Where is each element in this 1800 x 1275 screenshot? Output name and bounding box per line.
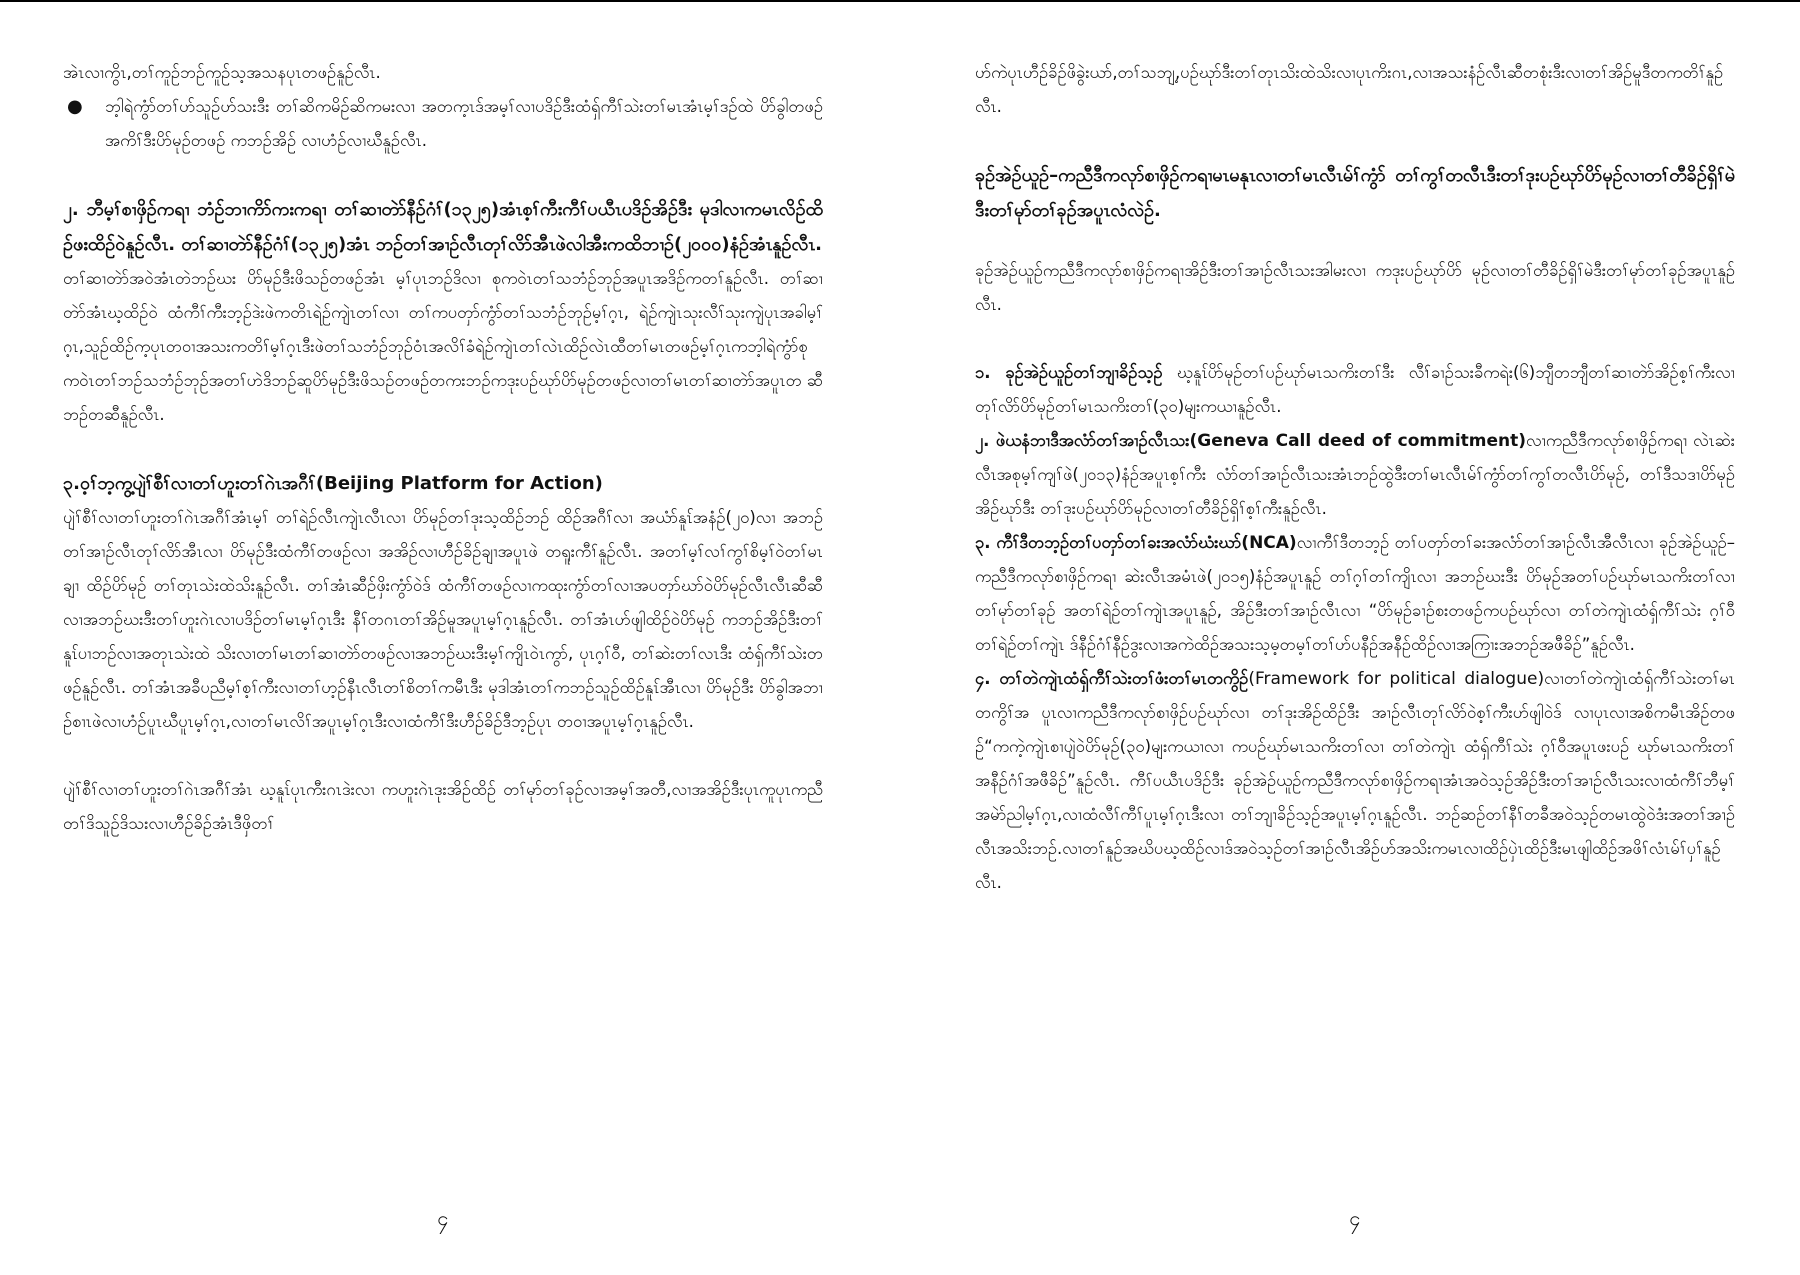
left-heading-2: ၂. ဘီမ့ၢ်စၢဖှိဉ်ကရၢ ဘံဉ်ဘၢကိာ်ကးကရၢ တၢ်ဆၢတဲာ်နီဉ်ဂံၢ်(၁၃၂၅)အံၤစ့ၢ်ကီးကီၢ်ပယီၤပဒိဉ်အိဉ်ဒီး မုဒါလၢကမၤလိဉ်ထိဉ်ဖးထိဉ်ဝဲနူဉ်လီၤ. တၢ်ဆၢတဲာ်နီဉ်ဂံၢ်(၁၃၂၅)အံၤ ဘဉ်တၢ်အၢဉ်လီၤတုၢ်လိာ်အီၤဖဲလါအီးကထိဘၢဉ်(၂၀၀၀)နံဉ်အံၤနူဉ်လီၤ. xyxy=(63,199,823,255)
left-heading-3 xyxy=(63,466,823,501)
right-item-2-lead: ၂. ဖဲယနံဘၢဒီအလံာ်တၢ်အၢဉ်လီၤသး xyxy=(975,431,1190,450)
right-item-3-lead: ၃. ကီၢ်ဒီတဘ့ဉ်တၢ်ပတှာ်တၢ်ခးအလံာ်ဃံးဃာ် xyxy=(975,533,1242,552)
right-intro-paragraph: ဟ်ကဲပုၤဟီဉ်ခိဉ်ဖိခွဲးယာ်,တၢ်သဘျ့,ပဉ်ဃုာ်ဒီးတၢ်တုၤသိးထဲသိးလၢပုၤကိးဂၤ,လၢအသးနံဉ်လီၤဆီတစုံးဒီးလၢတၢ်အိဉ်မူဒီတကတိၢ်နူဉ်လီၤ. xyxy=(975,63,1724,116)
left-heading-3-prefix: ၃.ဝ့ၢ်ဘ့ကွ့ပျဲၢ်စီၢ်လၢတၢ်ဟူးတၢ်ဂဲၤအဂီၢ် xyxy=(63,473,316,494)
left-paragraph-2: တၢ်ဆၢတဲာ်အဝဲအံၤတဲဘဉ်ဃး ပိာ်မုဉ်ဒီးဖိသဉ်တဖဉ်အံၤ မ့ၢ်ပုၤဘဉ်ဒိလၢ စုကဝဲၤတၢ်သဘံဉ်ဘုဉ်အပူၤအဒိဉ်ကတၢ်နူဉ်လီၤ. တၢ်ဆၢတဲာ်အံၤဃ့ထိဉ်ဝဲ ထံကီၢ်ကီးဘ့ဉ်ဒဲးဖဲကတိၤရဲဉ်ကျဲၤတၢ်လၢ တၢ်ကပတှာ်ကွံာ်တၢ်သဘံဉ်ဘုဉ်မ့ၢ်ဂ့ၤ, ရဲဉ်ကျဲၤသုးလီၢ်သုးကျဲပုၤအခါမ့ၢ်ဂ့ၤ,သူဉ်ထိဉ်က့ပုၤတဝၢအသးကတိၢ်မ့ၢ်ဂ့ၤဒီးဖဲတၢ်သဘံဉ်ဘုဉ်ဝံၤအလိၢ်ခံရဲဉ်ကျဲၤတၢ်လဲၤထိဉ်လဲၤထီတၢ်မၤတဖဉ်မ့ၢ်ဂ့ၤကဘ့ါရဲကွံာ်စုကဝဲၤတၢ်ဘဉ်သဘံဉ်ဘုဉ်အတၢ်ဟဲဒိဘဉ်ဆူပိာ်မုဉ်ဒီးဖိသဉ်တဖဉ်တကးဘဉ်ကဒုးပဉ်ဃုာ်ပိာ်မုဉ်တဖဉ်လၢတၢ်မၤတၢ်ဆၢတဲာ်အပူၤတ ဆီဘဉ်တဆီနူဉ်လီၤ. xyxy=(63,269,823,424)
left-paragraph-4: ပျဲၢ်စီၢ်လၢတၢ်ဟူးတၢ်ဂဲၤအဂီၢ်အံၤ ဃ့နူၤ်ပုၤကီးဂၤဒဲးလၢ ကဟူးဂဲၤဒုးအိဉ်ထိဉ် တၢ်မုာ်တၢ်ခုဉ်လၢအမ့ၢ်အတီ,လၢအအိဉ်ဒီးပုၤကူပုၤကညီတၢ်ဒိသူဉ်ဒိသးလၢဟီဉ်ခိဉ်အံၤဒီဖှိတၢ် xyxy=(63,780,823,833)
right-main-heading: ခုဉ်အဲဉ်ယူဉ်–ကညီဒီကလုာ်စၢဖှိဉ်ကရၢမၤမနုၤလၢတၢ်မၤလီၤမ်ၢ်ကွံာ် တၢ်ကွၢ်တလီၤဒီးတၢ်ဒုးပဉ်ဃုာ်ပိာ်မုဉ်လၢတၢ်တီခိဉ်ရှိၢ်မဲဒီးတၢ်မုာ်တၢ်ခုဉ်အပူၤလံလဲဉ်. xyxy=(975,165,1735,221)
right-page-content xyxy=(975,56,1735,1176)
right-item-3 xyxy=(975,526,1735,662)
right-item-4-body: လၢတၢ်တဲကျဲၤထံရှ်ကီၢ်သဲးတၢ်မၤတကွိၢ်အ ပူၤလၢကညီဒီကလုာ်စၢဖှိဉ်ပဉ်ဃုာ်လၢ တၢ်ဒုးအိဉ်ထိဉ်ဒီး အၢဉ်လီၤတုၢ်လိာ်ဝဲစ့ၢ်ကီးဟ်ဖျါဝဲဒ် လၢပုၤလၢအစိကမီၤအိဉ်တဖဉ်“ကကဲ့ကျဲၤစၢပျဲဝဲပိာ်မုဉ်(၃၀)မျးကယၢလၢ ကပဉ်ဃုာ်မၤသကိးတၢ်လၢ တၢ်တဲကျဲၤ ထံရှ်ကီၢ်သဲး ဂ့ၢ်ဝီအပူၤဖးပဉ် ဃုာ်မၤသကိးတၢ်အနီဉ်ဂံၢ်အဖီခိဉ်”နူဉ်လီၤ. ကီၢ်ပယီၤပဒိဉ်ဒီး ခုဉ်အဲဉ်ယူဉ်ကညီဒီကလုာ်စၢဖှိဉ်ကရၢအံၤအဝဲသ့ဉ်အိဉ်ဒီးတၢ်အၢဉ်လီၤသးလၢထံကီၢ်ဘီမ့ၢ်အမဲာ်ညါမ့ၢ်ဂ့ၤ,လၢထံလီၢ်ကီၢ်ပူၤမ့ၢ်ဂ့ၤဒီးလၢ တၢ်ဘျၢခိဉ်သ့ဉ်အပူၤမ့ၢ်ဂ့ၤနူဉ်လီၤ. ဘဉ်ဆဉ်တၢ်နီၢ်တခီအဝဲသ့ဉ်တမၤထွဲဝဲဒံးအတၢ်အၢဉ်လီၤအသိးဘဉ်.လၢတၢ်နူဉ်အဃိပဃ့ထိဉ်လၢဒ်အဝဲသ့ဉ်တၢ်အၢဉ်လီၤအိဉ်ဟ်အသိးကမၤလၢထိဉ်ပှဲၤထိဉ်ဒီးမၤဖျါထိဉ်အဖိၢ်လံၤမ်ၢ်ပှၢ်နူဉ်လီၤ. xyxy=(975,669,1735,892)
right-item-4-english: (Framework for political dialogue) xyxy=(1248,669,1545,689)
left-bullet-text: ဘ့ါရဲကွံာ်တၢ်ဟ်သူဉ်ဟ်သးဒီး တၢ်ဆိကမိဉ်ဆိကမးလၢ အတက့ၤဒ်အမ့ၢ်လၢပဒိဉ်ဒီးထံရှ်ကီၢ်သဲးတၢ်မၤအံၤမ့ၢ်ဒဉ်ထဲ ပိာ်ခွါတဖဉ်အကိၢ်ဒီးပိာ်မုဉ်တဖဉ် ကဘဉ်အိဉ် လၢဟံဉ်လၢဃီနူဉ်လီၤ. xyxy=(105,97,823,150)
left-page xyxy=(63,56,823,1236)
right-item-4 xyxy=(975,662,1735,900)
left-paragraph-3: ပျဲၢ်စီၢ်လၢတၢ်ဟူးတၢ်ဂဲၤအဂီၢ်အံၤမ့ၢ် တၢ်ရဲဉ်လီၤကျဲၤလီၤလၢ ပိာ်မုဉ်တၢ်ဒုးသ့ထိဉ်ဘဉ် ထိဉ်အဂီၢ်လၢ အယံာ်နူၤ်အနံဉ်(၂၀)လၢ အဘဉ်တၢ်အၢဉ်လီၤတုၢ်လိာ်အီၤလၢ ပိာ်မုဉ်ဒီးထံကီၢ်တဖဉ်လၢ အအိဉ်လၢဟီဉ်ခိဉ်ချၢအပူၤဖဲ တရူးကီၢ်နူဉ်လီၤ. အတၢ်မ့ၢ်လၢ်ကွၢ်စိမ့ၢ်ဝဲတၢ်မၤချၢ ထိဉ်ပိာ်မုဉ် တၢ်တုၤသဲးထဲသိးနူဉ်လီၤ. တၢ်အံၤဆီဉ်ဖှိးကွံာ်ဝဲဒ် ထံကီၢ်တဖဉ်လၢကထုးကွံာ်တၢ်လၢအပတှာ်ဃာ်ဝဲပိာ်မုဉ်လီၤလီၤဆီဆီလၢအဘဉ်ဃးဒီးတၢ်ဟူးဂဲၤလၢပဒိဉ်တၢ်မၤမ့ၢ်ဂ့ၤဒီး နီၢ်တဂၤတၢ်အိဉ်မူအပူၤမ့ၢ်ဂ့ၤနူဉ်လီၤ. တၢ်အံၤဟ်ဖျါထိဉ်ဝဲပိာ်မုဉ် ကဘဉ်အိဉ်ဒီးတၢ်နူၤ်ပၢဘဉ်လၢအတုၤသဲးထဲ သိးလၢတၢ်မၤတၢ်ဆၢတဲာ်တဖဉ်လၢအဘဉ်ဃးဒီးမ့ၢ်ကျိၤဝဲၤကွာ်, ပုၤဂ့ၢ်ဝီ, တၢ်ဆဲးတၢ်လၤဒီး ထံရှ်ကီၢ်သဲးတဖဉ်နူဉ်လီၤ. တၢ်အံၤအခီပညီမ့ၢ်စ့ၢ်ကီးလၢတၢ်ဟ့ဉ်နီၤလီၤတၢ်စိတၢ်ကမီၤဒီး မုဒါအံၤတၢ်ကဘဉ်သူဉ်ထိဉ်နူၤ်အီၤလၢ ပိာ်မုဉ်ဒီး ပိာ်ခွါအဘၢဉ်စၢၤဖဲလၢဟံဉ်ပူၤဃီပူၤမ့ၢ်ဂ့ၤ,လၢတၢ်မၤလိၢ်အပူၤမ့ၢ်ဂ့ၤဒီးလၢထံကီၢ်ဒီးဟီဉ်ခိဉ်ဒီဘ့ဉ်ပုၤ တဝၢအပူၤမ့ၢ်ဂ့ၤနူဉ်လီၤ. xyxy=(63,508,823,731)
bullet-dot-icon: ● xyxy=(67,96,83,117)
top-rule xyxy=(0,0,1800,2)
right-item-3-english: (NCA) xyxy=(1241,533,1297,553)
right-page-number: ၄ xyxy=(1349,1206,1361,1230)
left-page-number: ၄ xyxy=(437,1206,449,1230)
right-item-1 xyxy=(975,356,1735,424)
right-item-2-body: လၢကညီဒီကလုာ်စၢဖှိဉ်ကရၢ လဲၤဆဲးလီၤအစုမ့ၢ်ကျၢ်ဖဲ(၂၀၁၃)နံဉ်အပူၤစ့ၢ်ကီး လံာ်တၢ်အၢဉ်လီၤသးအံၤဘဉ်ထွဲဒီးတၢ်မၤလီၤမ်ၢ်ကွံာ်တၢ်ကွၢ်တလီၤပိာ်မုဉ်, တၢ်ဒီသဒၢပိာ်မုဉ်အိဉ်ဃုာ်ဒီး တၢ်ဒုးပဉ်ဃုာ်ပိာ်မုဉ်လၢတၢ်တီခိဉ်ရှိၢ်စ့ၢ်ကီးနူဉ်လီၤ. xyxy=(975,431,1735,518)
left-intro-paragraph: အဲၤလၢကွိၤ,တၢ်ကူဉ်ဘဉ်ကူဉ်သ့အသနပုၤတဖဉ်နူဉ်လီၤ. xyxy=(63,63,381,82)
right-item-2 xyxy=(975,424,1735,526)
left-bullet-item xyxy=(63,90,823,158)
right-item-1-lead: ၁. ခုဉ်အဲဉ်ယူဉ်တၢ်ဘျၢခိဉ်သ့ဉ် xyxy=(975,363,1163,382)
right-item-2-english: (Geneva Call deed of commitment) xyxy=(1189,431,1527,451)
right-item-3-body: လၢကီၢ်ဒီတဘ့ဉ် တၢ်ပတှာ်တၢ်ခးအလံာ်တၢ်အၢဉ်လီၤအီလီၤလၢ ခုဉ်အဲဉ်ယူဉ်–ကညီဒီကလုာ်စၢဖှိဉ်ကရၢ ဆဲးလီၤအမံၤဖဲ(၂၀၁၅)နံဉ်အပူၤနူဉ် တၢ်ဂ့ၢ်တၢ်ကျိၤလၢ အဘဉ်ဃးဒီး ပိာ်မုဉ်အတၢ်ပဉ်ဃုာ်မၤသကိးတၢ်လၢတၢ်မုာ်တၢ်ခုဉ် အတၢ်ရဲဉ်တၢ်ကျဲၤအပူၤနူဉ်, အိဉ်ဒီးတၢ်အၢဉ်လီၤလၢ “ပိာ်မုဉ်ခၢဉ်စးတဖဉ်ကပဉ်ဃုာ်လၢ တၢ်တဲကျဲၤထံရှ်ကီၢ်သဲး ဂ့ၢ်ဝီတၢ်ရဲဉ်တၢ်ကျဲၤ ဒ်နီဉ်ဂံၢ်နီဉ်ဒွးလၢအကဲထိဉ်အသးသ့မ့တမ့ၢ်တၢ်ဟ်ပနီဉ်အနီဉ်ထိဉ်လၢအကြၢးအဘဉ်အဖီခိဉ်”နူဉ်လီၤ. xyxy=(975,533,1735,654)
right-item-4-lead: ၄. တၢ်တဲကျဲၤထံရှ်ကီၢ်သဲးတၢ်ဖံးတၢ်မၤတကွိဉ် xyxy=(975,669,1249,688)
right-page xyxy=(975,56,1735,1236)
left-heading-3-english: (Beijing Platform for Action) xyxy=(315,473,603,494)
right-main-paragraph: ခုဉ်အဲဉ်ယူဉ်ကညီဒီကလုာ်စၢဖှိဉ်ကရၢအိဉ်ဒီးတၢ်အၢဉ်လီၤသးအါမးလၢ ကဒုးပဉ်ဃုာ်ပိာ် မုဉ်လၢတၢ်တီခိဉ်ရှိၢ်မဲဒီးတၢ်မုာ်တၢ်ခုဉ်အပူၤနူဉ်လီၤ. xyxy=(975,261,1735,314)
right-item-1-body: ဃ့နူၤ်ပိာ်မုဉ်တၢ်ပဉ်ဃုာ်မၤသကိးတၢ်ဒီး လီၢ်ခၢဉ်သးခီကရဲး(၆)ဘျီတဘျီတၢ်ဆၢတဲာ်အိဉ်စ့ၢ်ကီးလၢ တုၢ်လိာ်ပိာ်မုဉ်တၢ်မၤသကိးတၢ်(၃၀)မျးကယၢနူဉ်လီၤ. xyxy=(975,363,1735,416)
left-page-content xyxy=(63,56,823,1176)
